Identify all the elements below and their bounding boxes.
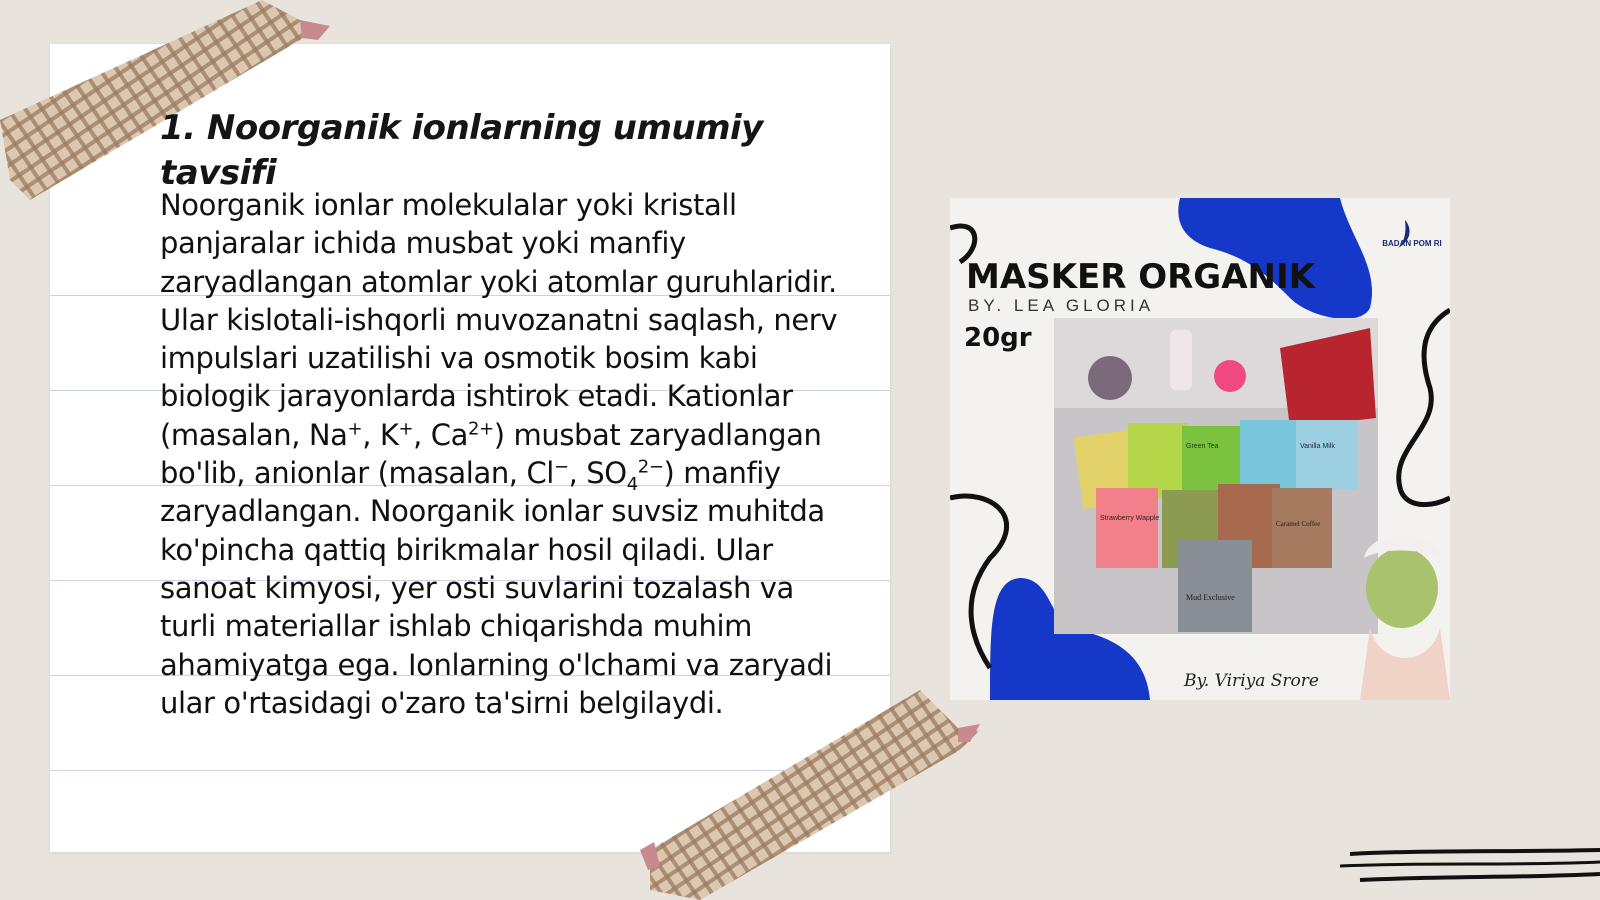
squiggle-line: [1399, 310, 1450, 505]
subscript-index: 4: [626, 473, 638, 495]
body-text-part: ) musbat zaryadlangan bo'lib, anionlar (masalan, Cl: [160, 417, 822, 491]
bottle-shape: [1170, 330, 1192, 390]
bowl-shape: [1214, 360, 1246, 392]
jar-shape: [1088, 356, 1132, 400]
packet-label: Strawberry Wapple: [1100, 515, 1160, 522]
packet-label: Mud Exclusive: [1186, 593, 1235, 602]
packet-shape: [1096, 488, 1158, 568]
charge-superscript: 2−: [637, 456, 664, 478]
body-text-part: Noorganik ionlar molekulalar yoki kristall panjaralar ichida musbat yoki manfiy zaryadlangan atomlar yoki atomlar guruhlaridir. Ular kislotali-ishqorli muvozanatni saqlash, nerv impulslari uzatilishi va osmotik bosim kabi biologik jarayonlarda ishtirok etadi. Kationlar (masalan, Na: [160, 188, 838, 452]
packet-shape: [1296, 420, 1358, 490]
product-illustration: [950, 198, 1450, 700]
body-text-part: ) manfiy zaryadlangan. Noorganik ionlar suvsiz muhitda ko'pincha qattiq birikmalar hosil qiladi. Ular sanoat kimyosi, yer osti suvlarini tozalash va turli materiallar ishlab chiqarishda muhim ahamiyatga ega. Ionlarning o'lchami va zaryadi ular o'rtasidagi o'zaro ta'sirni belgilaydi.: [160, 456, 833, 720]
shoulders-shape: [1360, 628, 1450, 700]
packet-label: Vanilla Milk: [1300, 443, 1335, 450]
product-subtitle: BY. LEA GLORIA: [968, 296, 1155, 315]
face-mask-illustration: [1366, 548, 1438, 628]
packet-shape: [1128, 423, 1188, 497]
charge-superscript: 2+: [468, 418, 494, 440]
product-image: [950, 198, 1450, 700]
body-text-part: , Ca: [413, 417, 469, 452]
body-text-part: , SO: [568, 456, 627, 491]
decorative-strokes: [1340, 840, 1600, 900]
product-title: MASKER ORGANIK: [966, 257, 1315, 297]
packet-label: Green Tea: [1186, 443, 1219, 450]
packet-label: Caramel Coffee: [1276, 520, 1321, 528]
charge-superscript: +: [398, 418, 414, 440]
brand-label: BADAN POM RI: [1382, 239, 1442, 248]
packet-shape: [1272, 488, 1332, 568]
charge-superscript: +: [347, 418, 363, 440]
photo-credit: By. Viriya Srore: [1184, 671, 1319, 691]
slide-title: 1. Noorganik ionlarning umumiy tavsifi: [160, 108, 763, 193]
product-weight: 20gr: [964, 323, 1032, 353]
packet-shape: [1240, 420, 1302, 490]
packet-shape: [1178, 540, 1252, 632]
body-text-part: , K: [362, 417, 399, 452]
charge-superscript: −: [553, 456, 569, 478]
slide-body-text: [160, 186, 850, 722]
